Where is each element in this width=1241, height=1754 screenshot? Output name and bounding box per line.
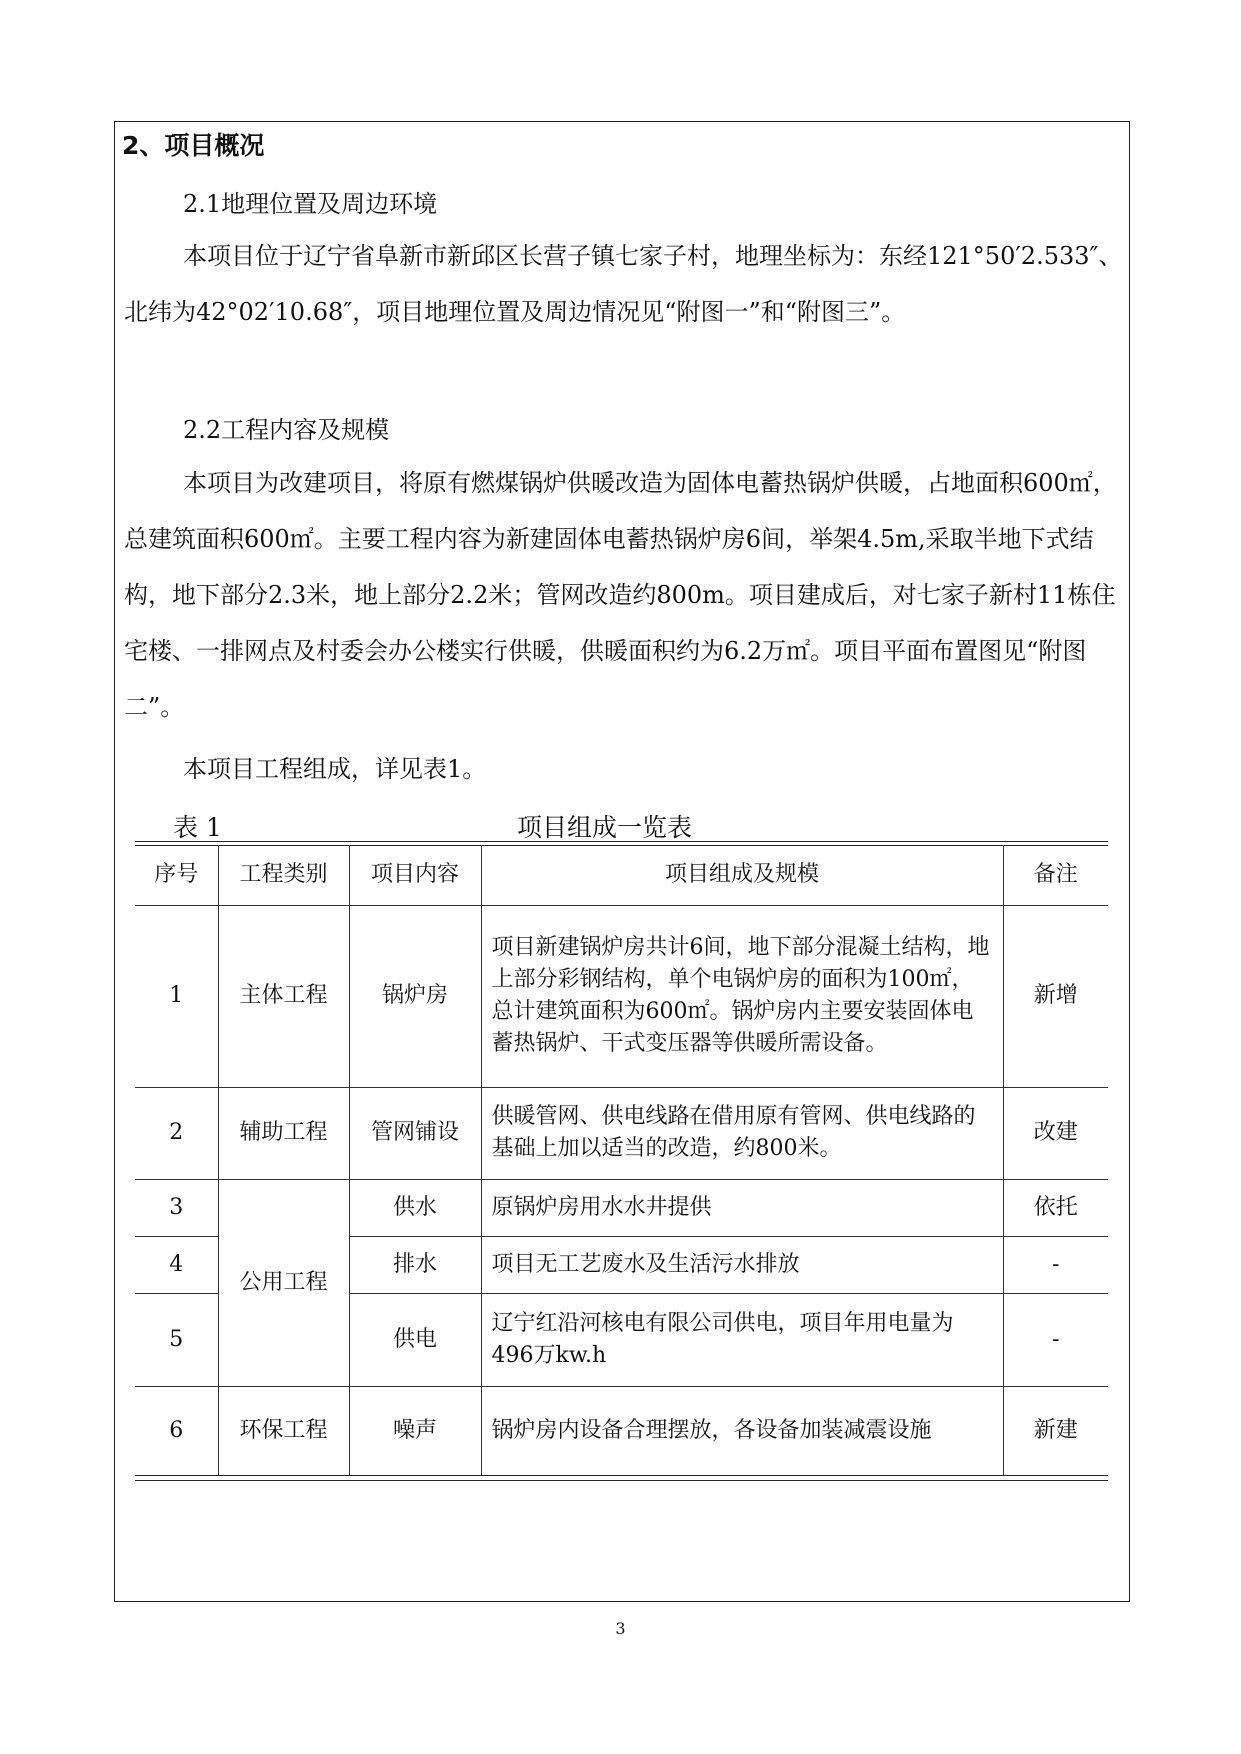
cell-note: 依托 [1003,1179,1108,1236]
cell-no: 4 [135,1236,218,1293]
cell-category: 环保工程 [218,1386,349,1475]
table-row [135,1087,1108,1179]
cell-no: 5 [135,1293,218,1386]
section-title: 2、项目概况 [122,131,265,160]
table-header-row [135,845,1108,905]
cell-note: 新增 [1003,905,1108,1087]
paragraph-table-ref: 本项目工程组成，详见表1。 [183,755,487,783]
header-cell: 序号 [135,845,218,905]
table-row [135,1386,1108,1475]
cell-desc: 项目新建锅炉房共计6间，地下部分混凝土结构，地上部分彩钢结构，单个电锅炉房的面积为100㎡，总计建筑面积为600㎡。锅炉房内主要安装固体电蓄热锅炉、干式变压器等供暖所需设备。 [481,905,1003,1087]
cell-item: 排水 [349,1236,481,1293]
cell-category: 公用工程 [218,1179,349,1386]
table-caption-title: 项目组成一览表 [517,813,693,842]
header-cell: 项目组成及规模 [481,845,1003,905]
cell-desc: 原锅炉房用水水井提供 [481,1179,1003,1236]
cell-desc: 辽宁红沿河核电有限公司供电，项目年用电量为496万kw.h [481,1293,1003,1386]
table-caption-number: 表 1 [173,813,222,842]
table-row [135,905,1108,1087]
header-cell: 备注 [1003,845,1108,905]
cell-category: 辅助工程 [218,1087,349,1179]
cell-category: 主体工程 [218,905,349,1087]
cell-item: 噪声 [349,1386,481,1475]
cell-desc: 锅炉房内设备合理摆放，各设备加装减震设施 [481,1386,1003,1475]
table-bottom-rule-inner [135,1480,1108,1481]
cell-desc: 项目无工艺废水及生活污水排放 [481,1236,1003,1293]
header-cell: 项目内容 [349,845,481,905]
cell-note: 改建 [1003,1087,1108,1179]
table-bottom-rule [135,1475,1108,1476]
page-number: 3 [615,1619,626,1638]
cell-item: 供电 [349,1293,481,1386]
table-top-rule [135,841,1108,842]
subsection-title-scale: 2.2工程内容及规模 [183,416,390,444]
table-row [135,1179,1108,1236]
cell-desc: 供暖管网、供电线路在借用原有管网、供电线路的基础上加以适当的改造，约800米。 [481,1087,1003,1179]
cell-note: - [1003,1236,1108,1293]
subsection-title-location: 2.1地理位置及周边环境 [183,190,438,218]
cell-note: 新建 [1003,1386,1108,1475]
cell-no: 1 [135,905,218,1087]
cell-no: 6 [135,1386,218,1475]
cell-no: 3 [135,1179,218,1236]
cell-item: 锅炉房 [349,905,481,1087]
cell-item: 供水 [349,1179,481,1236]
project-composition-table [135,845,1108,1475]
paragraph-scale: 本项目为改建项目，将原有燃煤锅炉供暖改造为固体电蓄热锅炉供暖，占地面积600㎡，总建筑面积600㎡。主要工程内容为新建固体电蓄热锅炉房6间，举架4.5m,采取半地下式结构，地下部分2.3米，地上部分2.2米；管网改造约800m。项目建成后，对七家子新村11栋住宅楼、一排网点及村委会办公楼实行供暖，供暖面积约为6.2万㎡。项目平面布置图见“附图二”。 [124,469,1117,721]
cell-no: 2 [135,1087,218,1179]
header-cell: 工程类别 [218,845,349,905]
paragraph-location: 本项目位于辽宁省阜新市新邱区长营子镇七家子村，地理坐标为：东经121°50′2.533″、北纬为42°02′10.68″，项目地理位置及周边情况见“附图一”和“附图三”。 [124,242,1123,326]
cell-item: 管网铺设 [349,1087,481,1179]
cell-note: - [1003,1293,1108,1386]
